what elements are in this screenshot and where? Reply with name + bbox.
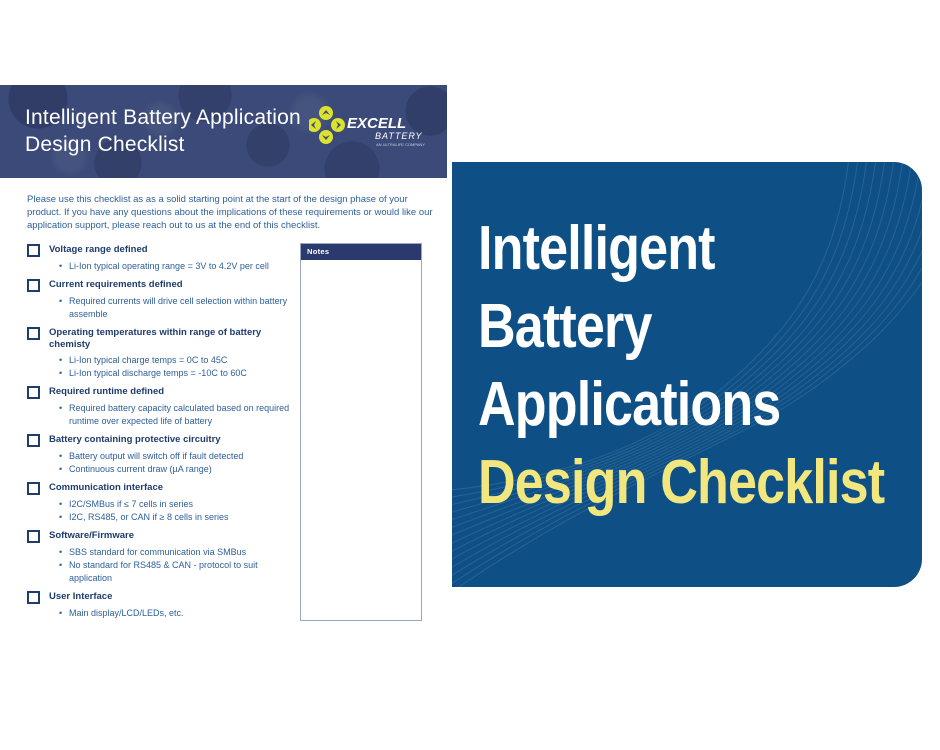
checkbox[interactable] (27, 279, 40, 292)
checklist-bullet: • Required battery capacity calculated based on required runtime over expected life of battery (59, 402, 295, 428)
checklist-bullet: • Battery output will switch off if fault detected (59, 450, 295, 463)
cover-card (452, 162, 922, 587)
checklist-item (27, 327, 295, 380)
document-title-line1: Intelligent Battery Application (25, 106, 301, 129)
checklist-bullet: • Main display/LCD/LEDs, etc. (59, 607, 295, 620)
checklist-bullet: • I2C, RS485, or CAN if ≥ 8 cells in series (59, 511, 295, 524)
checklist-item (27, 279, 295, 321)
cover-title-line: Applications (478, 370, 781, 439)
checkbox[interactable] (27, 244, 40, 257)
checklist-item-bullets (59, 450, 295, 476)
checklist-item-label: Current requirements defined (49, 279, 183, 290)
cover-title-line: Design Checklist (478, 448, 885, 517)
cover-title (478, 210, 922, 522)
checklist-item-bullets (59, 295, 295, 321)
checklist-item (27, 386, 295, 428)
document-header-band (0, 85, 447, 178)
cover-title-line: Intelligent (478, 214, 715, 283)
checklist-item (27, 591, 295, 620)
document-title (25, 104, 301, 158)
checklist-item-label: User Interface (49, 591, 113, 602)
checkbox[interactable] (27, 434, 40, 447)
document-title-line2: Design Checklist (25, 133, 185, 156)
checklist-document-page (0, 85, 450, 750)
checklist-item (27, 244, 295, 273)
checklist-item-bullets (59, 546, 295, 585)
logo-subbrand-text: BATTERY (375, 131, 423, 141)
notes-box[interactable] (300, 243, 422, 621)
notes-box-header: Notes (301, 244, 421, 260)
checklist-bullet: • No standard for RS485 & CAN - protocol to suit application (59, 559, 295, 585)
checklist-item (27, 434, 295, 476)
logo-brand-text: EXCELL (347, 115, 407, 132)
checklist-item-label: Voltage range defined (49, 244, 148, 255)
checkbox[interactable] (27, 530, 40, 543)
checkbox[interactable] (27, 482, 40, 495)
cover-title-line: Battery (478, 292, 652, 361)
checklist-item-label: Required runtime defined (49, 386, 165, 397)
checklist-item-bullets (59, 402, 295, 428)
checklist-item (27, 530, 295, 585)
design-checklist (27, 244, 295, 626)
checklist-item-label: Operating temperatures within range of battery chemisty (49, 327, 262, 350)
checklist-bullet: • Required currents will drive cell selection within battery assemble (59, 295, 295, 321)
checklist-bullet: • SBS standard for communication via SMBus (59, 546, 295, 559)
excell-battery-logo (309, 104, 427, 156)
checklist-item-label: Software/Firmware (49, 530, 134, 541)
checklist-item-bullets (59, 354, 295, 380)
checklist-bullet: • Continuous current draw (µA range) (59, 463, 295, 476)
checklist-item-label: Communication interface (49, 482, 164, 493)
checkbox[interactable] (27, 591, 40, 604)
intro-paragraph: Please use this checklist as as a solid starting point at the start of the design phase of your product. If you have any questions about the implications of these requirements or would like our application support, please reach out to us at the end of this checklist. (27, 194, 433, 231)
checkbox[interactable] (27, 327, 40, 340)
checklist-bullet: • Li-Ion typical charge temps = 0C to 45C (59, 354, 295, 367)
logo-tagline-text: AN ULTRALIFE COMPANY (376, 142, 425, 147)
checklist-item-bullets (59, 260, 295, 273)
checkbox[interactable] (27, 386, 40, 399)
logo-circles-icon (309, 106, 345, 144)
checklist-bullet: • I2C/SMBus if ≤ 7 cells in series (59, 498, 295, 511)
checklist-item (27, 482, 295, 524)
checklist-bullet: • Li-Ion typical operating range = 3V to 4.2V per cell (59, 260, 295, 273)
checklist-item-bullets (59, 607, 295, 620)
checklist-bullet: • Li-Ion typical discharge temps = -10C to 60C (59, 367, 295, 380)
checklist-item-bullets (59, 498, 295, 524)
checklist-item-label: Battery containing protective circuitry (49, 434, 221, 445)
